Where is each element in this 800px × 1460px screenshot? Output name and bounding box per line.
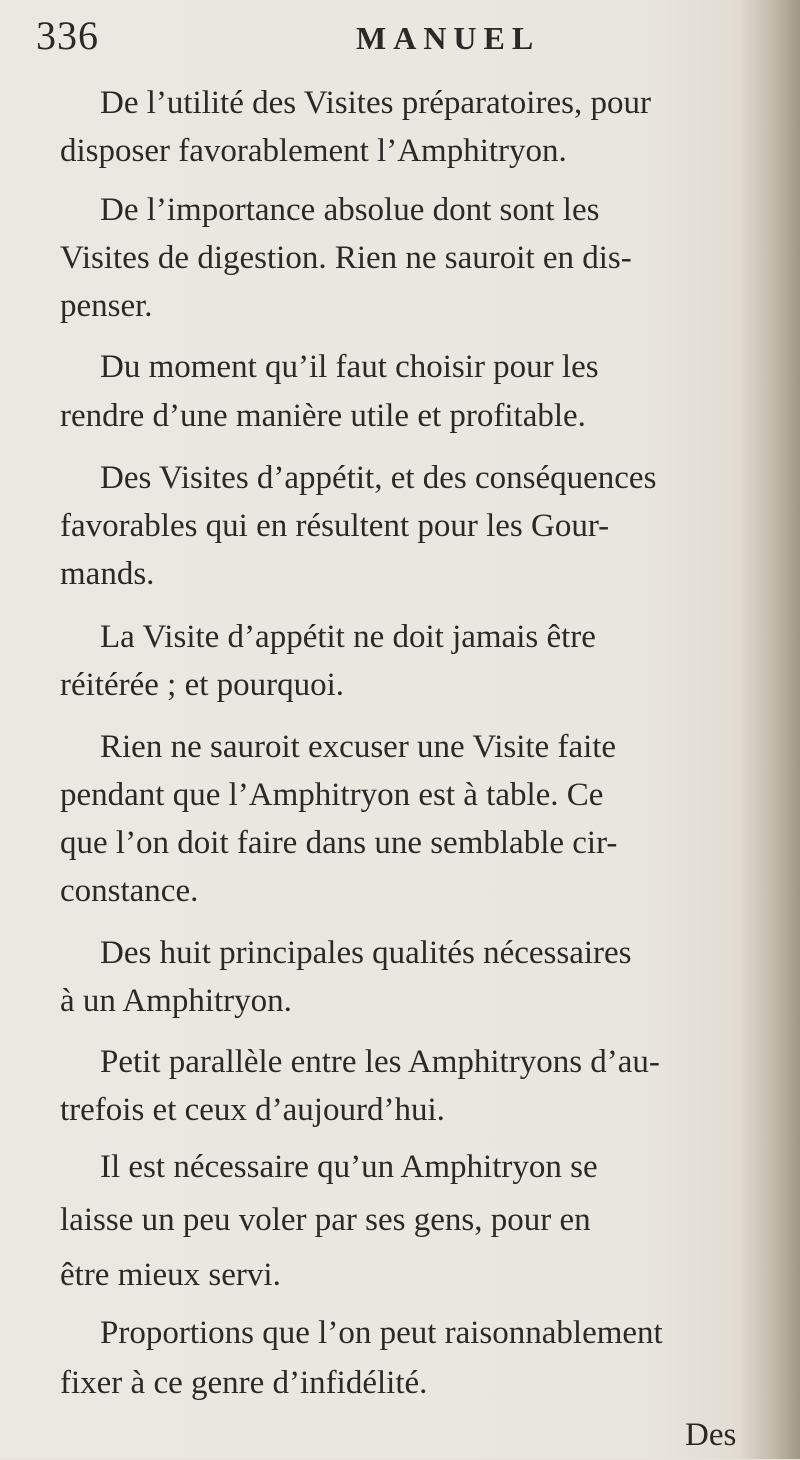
entry-line: Petit parallèle entre les Amphitryons d’au- xyxy=(100,1044,660,1080)
entry-line: favorables qui en résultent pour les Gour- xyxy=(60,508,610,544)
entry-line: Des Visites d’appétit, et des conséquences xyxy=(100,460,657,496)
entry-line: Du moment qu’il faut choisir pour les xyxy=(100,349,599,385)
page-number: 336 xyxy=(36,13,99,58)
entry-line: De l’importance absolue dont sont les xyxy=(100,192,600,228)
catchword: Des xyxy=(685,1417,737,1453)
entry-line: constance. xyxy=(60,873,199,909)
entry-line: être mieux servi. xyxy=(60,1257,281,1293)
running-title: MANUEL xyxy=(356,20,541,56)
entry-line: La Visite d’appétit ne doit jamais être xyxy=(100,619,596,655)
entry-line: fixer à ce genre d’infidélité. xyxy=(60,1365,428,1401)
entry-line: mands. xyxy=(60,556,155,592)
entry-line: Il est nécessaire qu’un Amphitryon se xyxy=(100,1149,598,1185)
entry-line: Rien ne sauroit excuser une Visite faite xyxy=(100,729,617,765)
entry-line: penser. xyxy=(60,288,153,324)
page-header xyxy=(36,12,756,62)
entry-line: que l’on doit faire dans une semblable cir- xyxy=(60,825,618,861)
entry-line: pendant que l’Amphitryon est à table. Ce xyxy=(60,777,604,813)
entry-line: Visites de digestion. Rien ne sauroit en dis- xyxy=(60,240,632,276)
entry-line: De l’utilité des Visites préparatoires, pour xyxy=(100,85,651,121)
entry-line: rendre d’une manière utile et profitable. xyxy=(60,398,586,434)
entry-line: réitérée ; et pourquoi. xyxy=(60,667,345,703)
entry-line: trefois et ceux d’aujourd’hui. xyxy=(60,1092,445,1128)
entry-line: à un Amphitryon. xyxy=(60,983,292,1019)
entry-line: Des huit principales qualités nécessaires xyxy=(100,935,632,971)
entry-line: Proportions que l’on peut raisonnablement xyxy=(100,1315,663,1351)
entry-line: disposer favorablement l’Amphitryon. xyxy=(60,133,567,169)
page-edge-shadow xyxy=(740,0,800,1459)
entry-line: laisse un peu voler par ses gens, pour en xyxy=(60,1202,591,1238)
